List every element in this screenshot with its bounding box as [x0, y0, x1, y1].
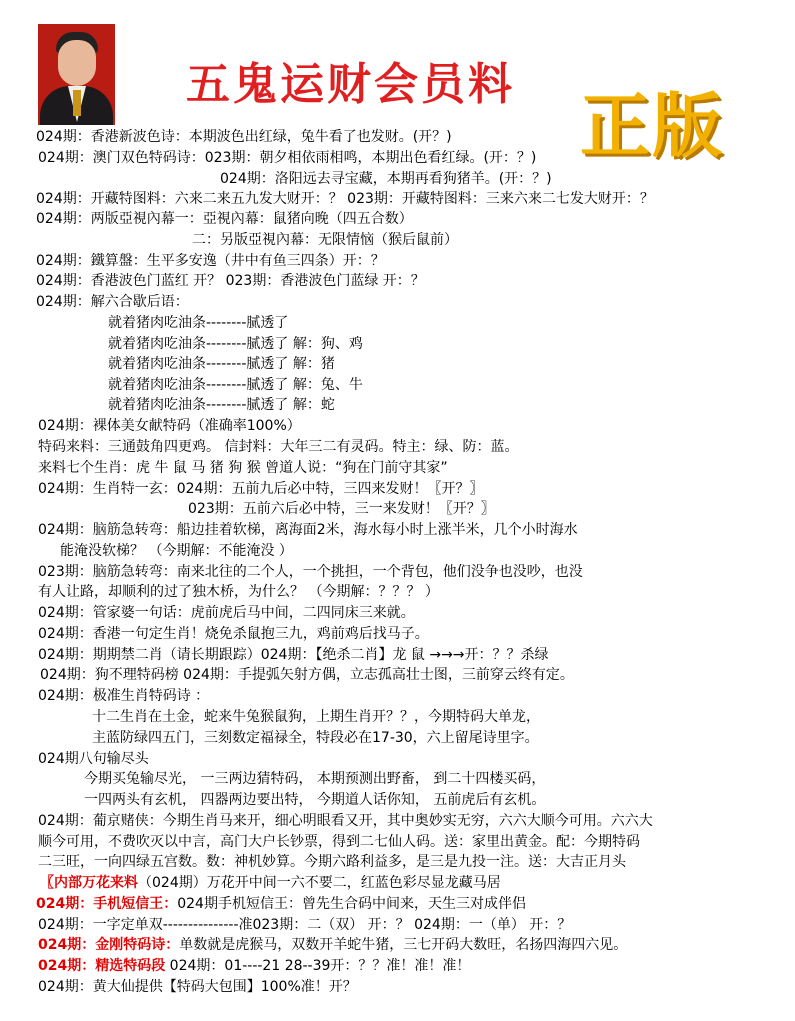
text-line: 024期：脑筋急转弯：船边挂着软梯，离海面2米，海水每小时上涨半米，几个小时海水 [38, 522, 578, 538]
line-body: 024期手机短信王：曾先生合码中间来，天生三对成伴侣 [177, 896, 526, 912]
text-line: 023期：五前六后必中特，三一来发财！〖开？〗 [188, 501, 495, 517]
text-line: 今期买兔输尽光， 一三两边猜特码， 本期预测出野畜， 到二十四楼买码， [84, 771, 546, 787]
text-line: 023期：脑筋急转弯：南来北往的二个人，一个挑担，一个背包，他们没争也没吵，也没 [38, 564, 583, 580]
line-body: 单数就是虎猴马，双数开羊蛇牛猪，三七开码大数旺，名扬四海四六见。 [179, 937, 628, 953]
text-line: 024期：黄大仙提供【特码大包围】100%准！开？ [38, 979, 357, 995]
text-line: 024期：开藏特图料：六来二来五九发大财开：？ 023期：开藏特图料：三来六来二七发大财开：？ [36, 191, 654, 207]
text-line: 就着猪肉吃油条--------腻透了 解：兔、牛 [108, 377, 363, 393]
text-line: 有人让路，却顺利的过了独木桥，为什么？ （今期解：？？？ ） [38, 584, 439, 600]
page-title: 五鬼运财会员料 [186, 59, 515, 110]
text-line: 024期：期期禁二肖（请长期跟踪）024期：【绝杀二肖】龙 鼠 →→→开：？？杀绿 [38, 647, 549, 663]
text-line: 024期八句输尽头 [38, 751, 149, 767]
text-line: 二三旺，一向四绿五宫数。数：神机妙算。今期六路利益多，是三是九投一注。送：大吉正月头 [38, 854, 626, 870]
text-line: 024期：生肖特一玄：024期：五前九后必中特，三四来发财！〖开？〗 [38, 481, 484, 497]
line-body: 024期：01----21 28--39开：？？准！准！准！ [165, 958, 471, 974]
text-line: 024期：澳门双色特码诗：023期：朝夕相依雨相鸣，本期出色看红绿。(开：？) [38, 150, 537, 166]
text-line [36, 895, 526, 913]
text-line: 024期：狗不理特码榜 024期：手提弧矢射方偶，立志孤高壮士图，三前穿云终有定。 [40, 667, 574, 683]
text-line: 024期：两版亞視內幕一：亞視內幕：鼠猪向晚（四五合数） [36, 211, 413, 227]
text-line: 能淹没软梯？ （今期解：不能淹没 ） [60, 543, 293, 559]
text-line: 来料七个生肖：虎 牛 鼠 马 猪 狗 猴 曾道人说：“狗在门前守其家” [38, 460, 448, 476]
text-line: 十二生肖在土金，蛇来牛兔猴鼠狗，上期生肖开？？，今期特码大单龙， [92, 709, 540, 725]
text-line: 就着猪肉吃油条--------腻透了 解：狗、鸡 [108, 336, 363, 352]
text-line [38, 957, 470, 975]
text-line: 就着猪肉吃油条--------腻透了 解：蛇 [108, 397, 335, 413]
text-line: 024期：葡京赌侠：今期生肖马来开，细心明眼看又开，其中奥妙实无穷，六六大顺今可用。六六大 [38, 813, 653, 829]
text-line: 024期：香港波色门蓝红 开？ 023期：香港波色门蓝绿 开：？ [36, 273, 425, 289]
text-line: 主蓝防绿四五门，三刻数定福禄全，特段必在17-30，六上留尾诗里字。 [92, 730, 539, 746]
text-line: 024期：一字定单双---------------准023期：二（双） 开：？ 024期：一（单） 开：？ [38, 917, 572, 933]
text-line: 024期：极准生肖特码诗 ： [38, 688, 210, 704]
text-line: 二：另版亞視內幕：无限情恼（猴后鼠前） [192, 232, 458, 248]
authentic-badge: 正版 [580, 84, 724, 167]
highlight-label: 〖内部万花来料 [40, 875, 138, 891]
text-line: 024期：香港一句定生肖！烧免杀鼠抱三九，鸡前鸡后找马子。 [38, 626, 429, 642]
highlight-label: 024期：精选特码段 [38, 958, 166, 974]
text-line: 024期：香港新波色诗：本期波色出红绿，兔牛看了也发财。(开？) [36, 129, 452, 145]
portrait-photo [38, 24, 115, 125]
text-line: 024期：鐵算盤：生平多安逸（井中有鱼三四条）开：？ [36, 253, 385, 269]
text-line [40, 874, 501, 892]
text-line: 顺今可用，不费吹灭以中言，高门大户长钞票，得到二七仙人码。送：家里出黄金。配：今期特码 [38, 834, 640, 850]
text-line: 024期：洛阳远去寻宝藏，本期再看狗猪羊。(开：？) [220, 171, 552, 187]
text-line: 一四两头有玄机， 四器两边要出特， 今期道人话你知， 五前虎后有玄机。 [84, 792, 546, 808]
highlight-label: 024期：手机短信王： [36, 896, 178, 912]
line-body: （024期）万花开中间一六不要二，红蓝色彩尽显龙藏马居 [138, 875, 501, 891]
text-line: 就着猪肉吃油条--------腻透了 [108, 315, 289, 331]
text-line: 就着猪肉吃油条--------腻透了 解：猪 [108, 356, 335, 372]
text-line: 024期：解六合歇后语： [36, 294, 189, 310]
highlight-label: 024期：金刚特码诗： [38, 937, 180, 953]
text-line [38, 936, 627, 954]
text-line: 024期：裸体美女献特码（准确率100%） [38, 418, 301, 434]
text-line: 特码来料：三通鼓角四更鸡。 信封料：大年三二有灵码。特主：绿、防：蓝。 [38, 439, 519, 455]
text-line: 024期：管家婆一句话：虎前虎后马中间，二四同床三来就。 [38, 605, 415, 621]
